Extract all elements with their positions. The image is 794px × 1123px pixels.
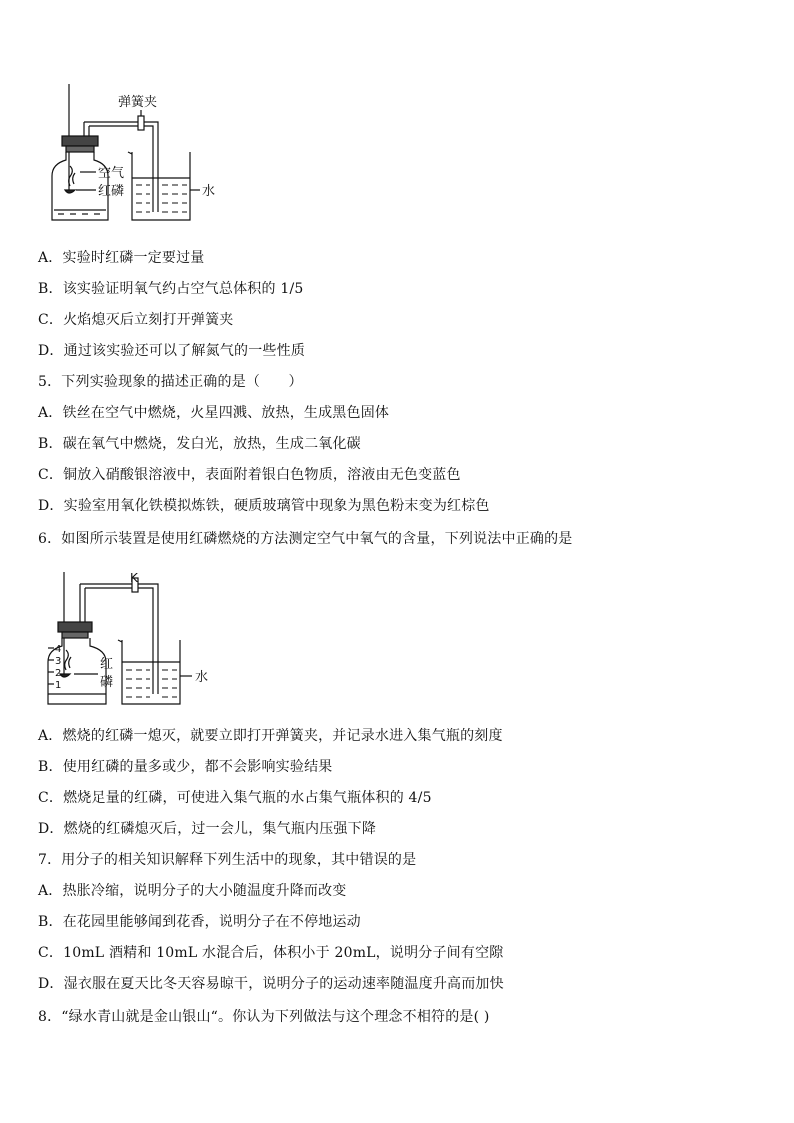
q6-option-b: B．使用红磷的量多或少，都不会影响实验结果 [38, 759, 333, 775]
q8-stem: 8．“绿水青山就是金山银山“。你认为下列做法与这个理念不相符的是( ) [38, 1009, 490, 1025]
scale-mark-2: 2 [55, 668, 62, 679]
beaker [122, 640, 180, 704]
q5-option-d: D．实验室用氧化铁模拟炼铁，硬质玻璃管中现象为黑色粉末变为红棕色 [38, 498, 490, 514]
label-air: 空气 [98, 166, 125, 181]
q5-stem: 5．下列实验现象的描述正确的是（ ） [38, 374, 303, 390]
q5-option-b: B．碳在氧气中燃烧，发白光，放热，生成二氧化碳 [38, 436, 361, 452]
label-red-phosphorus: 红磷 [98, 184, 125, 199]
apparatus-figure-2 [40, 570, 240, 710]
q6-stem: 6．如图所示装置是使用红磷燃烧的方法测定空气中氧气的含量，下列说法中正确的是 [38, 531, 573, 547]
apparatus-figure-1 [40, 82, 240, 227]
label-phosphorus: 磷 [100, 675, 114, 690]
combustion-spoon [60, 674, 70, 677]
q6-option-c: C．燃烧足量的红磷，可使进入集气瓶的水占集气瓶体积的 4/5 [38, 790, 432, 806]
q5-option-c: C．铜放入硝酸银溶液中，表面附着银白色物质，溶液由无色变蓝色 [38, 467, 461, 483]
label-water: 水 [195, 670, 209, 685]
stopper [58, 622, 92, 632]
label-water: 水 [202, 184, 216, 199]
q4-option-c: C．火焰熄灭后立刻打开弹簧夹 [38, 312, 234, 328]
scale-mark-1: 1 [55, 680, 62, 691]
q5-option-a: A．铁丝在空气中燃烧，火星四溅、放热，生成黑色固体 [38, 405, 390, 421]
q7-option-b: B．在花园里能够闻到花香，说明分子在不停地运动 [38, 914, 361, 930]
q4-option-b: B．该实验证明氧气约占空气总体积的 1/5 [38, 281, 304, 297]
combustion-spoon [65, 190, 75, 193]
q6-option-a: A．燃烧的红磷一熄灭，就要立即打开弹簧夹，并记录水进入集气瓶的刻度 [38, 728, 503, 744]
q7-option-c: C．10mL 酒精和 10mL 水混合后，体积小于 20mL，说明分子间有空隙 [38, 945, 504, 961]
scale-mark-3: 3 [55, 656, 62, 667]
q7-stem: 7．用分子的相关知识解释下列生活中的现象，其中错误的是 [38, 852, 417, 868]
label-red: 红 [100, 657, 114, 672]
stopper [62, 136, 98, 146]
spring-clamp [138, 116, 144, 130]
beaker [132, 152, 190, 220]
q4-option-a: A．实验时红磷一定要过量 [38, 250, 205, 266]
q7-option-d: D．湿衣服在夏天比冬天容易晾干，说明分子的运动速率随温度升高而加快 [38, 976, 504, 992]
label-k: K [130, 571, 138, 585]
q7-option-a: A．热胀冷缩，说明分子的大小随温度升降而改变 [38, 883, 347, 899]
label-spring-clamp: 弹簧夹 [118, 95, 158, 110]
q4-option-d: D．通过该实验还可以了解氮气的一些性质 [38, 343, 306, 359]
q6-option-d: D．燃烧的红磷熄灭后，过一会儿，集气瓶内压强下降 [38, 821, 377, 837]
scale-mark-4: 4 [55, 644, 62, 655]
